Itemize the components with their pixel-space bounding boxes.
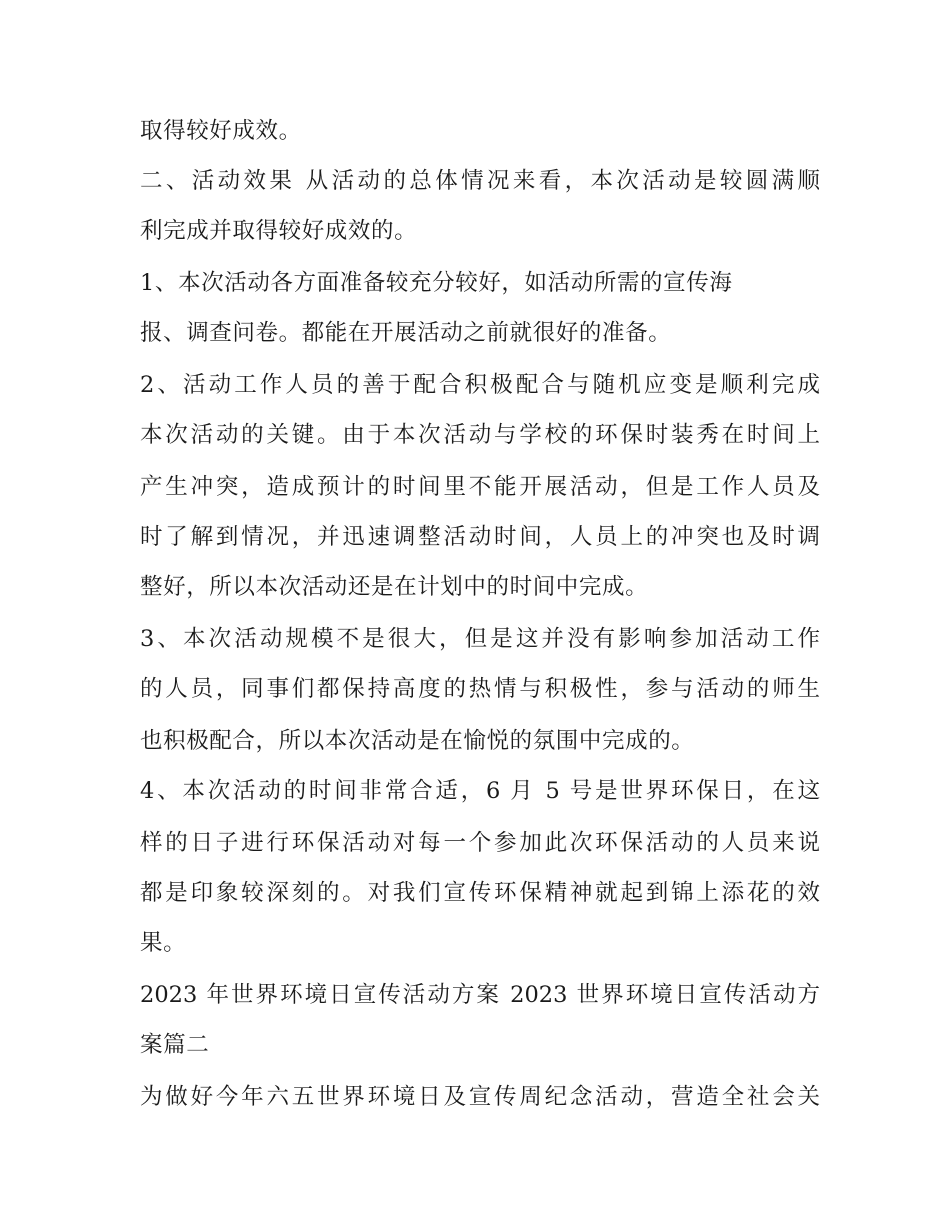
text-line: 二、活动效果 从活动的总体情况来看，本次活动是较圆满顺: [140, 168, 820, 194]
text-line: 为做好今年六五世界环境日及宣传周纪念活动，营造全社会关: [140, 1084, 820, 1110]
text-line: 产生冲突，造成预计的时间里不能开展活动，但是工作人员及: [140, 474, 820, 500]
text-line: 利完成并取得较好成效的。: [140, 218, 418, 244]
text-line: 案篇二: [140, 1032, 210, 1058]
text-line: 时了解到情况，并迅速调整活动时间，人员上的冲突也及时调: [140, 524, 820, 550]
text-line: 3、本次活动规模不是很大，但是这并没有影响参加活动工作: [140, 626, 820, 652]
text-line: 都是印象较深刻的。对我们宣传环保精神就起到锦上添花的效: [140, 880, 820, 906]
text-line: 果。: [140, 930, 187, 956]
text-line: 整好，所以本次活动还是在计划中的时间中完成。: [140, 574, 649, 600]
text-line: 样的日子进行环保活动对每一个参加此次环保活动的人员来说: [140, 830, 820, 856]
text-line: 的人员，同事们都保持高度的热情与积极性，参与活动的师生: [140, 676, 820, 702]
text-line: 4、本次活动的时间非常合适，6 月 5 号是世界环保日，在这: [140, 778, 820, 804]
text-line: 2、活动工作人员的善于配合积极配合与随机应变是顺利完成: [140, 372, 820, 398]
text-line: 报、调查问卷。都能在开展活动之前就很好的准备。: [140, 320, 672, 346]
text-line: 取得较好成效。: [140, 118, 302, 144]
text-line: 1、本次活动各方面准备较充分较好，如活动所需的宣传海: [140, 270, 733, 296]
text-line: 2023 年世界环境日宣传活动方案 2023 世界环境日宣传活动方: [140, 982, 820, 1008]
text-line: 本次活动的关键。由于本次活动与学校的环保时装秀在时间上: [140, 422, 820, 448]
text-line: 也积极配合，所以本次活动是在愉悦的氛围中完成的。: [140, 728, 695, 754]
